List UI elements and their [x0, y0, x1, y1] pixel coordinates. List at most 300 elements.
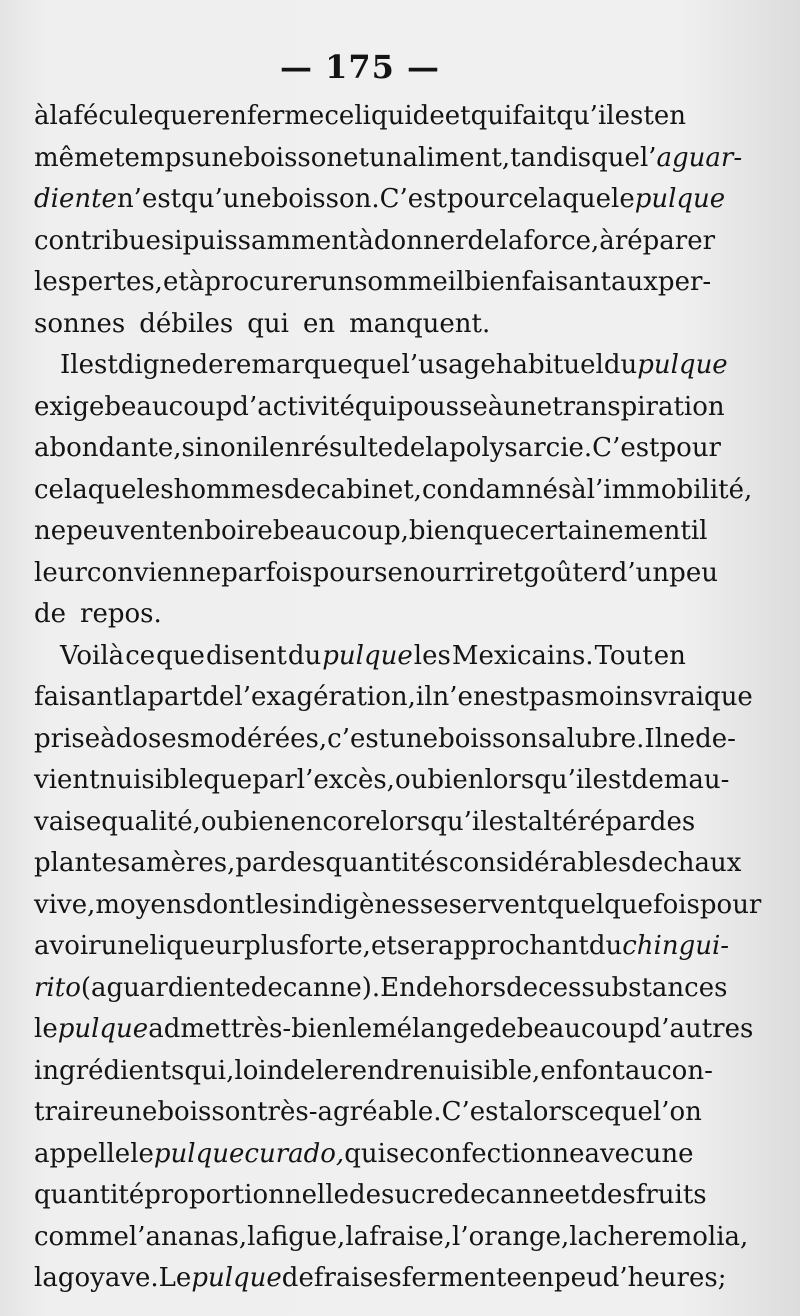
word: de: [191, 350, 224, 380]
word: les: [413, 640, 451, 671]
word: peu: [669, 557, 718, 588]
text-line: [34, 470, 753, 512]
word: du: [588, 931, 623, 961]
word: pour: [699, 889, 762, 920]
word: pertes,: [71, 267, 163, 297]
text-line: [34, 387, 725, 429]
word: il: [415, 682, 433, 712]
word: à: [100, 723, 116, 754]
word: la: [499, 225, 524, 256]
word: beaucoup,: [272, 516, 409, 546]
word: confectionne: [414, 1138, 585, 1169]
word: figue,: [270, 1221, 346, 1252]
word: liquide: [354, 101, 445, 131]
word: transpiration: [552, 391, 725, 422]
word: appelle: [34, 1138, 131, 1169]
text-line: [34, 677, 753, 719]
text-line: [34, 968, 728, 1010]
word: une: [389, 723, 439, 754]
word: en: [269, 433, 302, 463]
word: plantes: [34, 848, 131, 878]
word: ingrédients: [34, 1055, 185, 1086]
word: est: [488, 806, 528, 837]
word: pulque: [637, 350, 728, 380]
word: de: [631, 765, 664, 795]
word: d’heures;: [602, 1263, 727, 1293]
word: habituel: [495, 350, 604, 380]
word: boisson.: [271, 184, 380, 214]
word: boire: [204, 516, 273, 546]
word: convienne: [86, 557, 222, 588]
word: ce: [324, 101, 355, 131]
word: donner: [373, 225, 468, 256]
word: canne).: [282, 972, 381, 1003]
word: et: [162, 267, 189, 297]
word: que: [203, 765, 253, 795]
word: un: [320, 267, 355, 297]
word: rito: [34, 972, 81, 1003]
word: vive,: [34, 889, 96, 920]
word: vrai: [653, 682, 705, 712]
word: vaise: [34, 806, 102, 837]
word: et: [497, 557, 524, 588]
word: et: [444, 101, 471, 131]
text-line: [34, 221, 716, 263]
word: cela: [34, 474, 88, 505]
word: pas: [528, 682, 575, 712]
word: canne: [485, 1180, 565, 1210]
word: quelquefois: [547, 889, 700, 920]
text-line: [34, 304, 686, 346]
text-line: [34, 428, 721, 470]
word: très-agréable.: [257, 1097, 442, 1127]
word: nourrir: [402, 557, 498, 588]
word: nuisible: [99, 765, 204, 795]
word: C’est: [441, 1097, 509, 1127]
word: par: [605, 806, 650, 837]
word: liqueur: [149, 931, 245, 961]
word: dehors: [415, 972, 507, 1003]
word: que: [591, 142, 640, 173]
word: En: [380, 972, 416, 1003]
word: le: [315, 1055, 340, 1086]
word: quantité: [34, 1180, 145, 1210]
word: et: [343, 142, 370, 173]
word: aguar-: [656, 142, 743, 173]
word: se: [419, 889, 449, 920]
word: qualité,: [101, 806, 201, 837]
text-line: [34, 262, 712, 304]
word: l’on: [652, 1097, 702, 1127]
text-line: [34, 926, 730, 968]
word: à: [487, 391, 504, 422]
word: fermente: [401, 1263, 522, 1293]
word: à: [358, 225, 374, 256]
word: qui: [247, 308, 289, 339]
word: Mexicains.: [451, 640, 594, 671]
text-line: [34, 1092, 702, 1134]
word: se: [396, 931, 426, 961]
word: pulque: [57, 1014, 149, 1044]
word: hommes: [173, 474, 285, 505]
page-number-header: — 175 —: [279, 48, 441, 86]
word: sucre: [381, 1180, 454, 1210]
word: nuisible,: [428, 1055, 541, 1086]
word: disent: [205, 640, 287, 671]
word: aux: [611, 267, 658, 297]
word: cela: [508, 184, 563, 214]
word: qui: [470, 101, 513, 131]
word: de: [393, 433, 426, 463]
word: pulque: [191, 1263, 282, 1293]
word: altéré: [527, 806, 606, 837]
word: des: [590, 1180, 636, 1210]
word: servent: [448, 889, 548, 920]
word: que: [704, 682, 753, 712]
word: avec: [584, 1138, 645, 1169]
word: de: [506, 972, 539, 1003]
word: procurer: [204, 267, 321, 297]
word: de: [467, 225, 500, 256]
word: certainement: [514, 516, 691, 546]
word: font: [572, 1055, 625, 1086]
word: l’ananas,: [128, 1221, 248, 1252]
text-line: [34, 179, 726, 221]
word: une: [100, 931, 150, 961]
text-line: [34, 885, 762, 927]
word: de: [34, 599, 67, 629]
word: C’est: [592, 433, 660, 463]
word: parfois: [221, 557, 313, 588]
text-line: [34, 594, 686, 636]
word: salubre.: [537, 723, 645, 754]
word: abondante,: [34, 433, 182, 463]
word: admet: [148, 1014, 231, 1044]
word: rapprochant: [425, 931, 589, 961]
word: encore: [290, 806, 381, 837]
word: diente: [34, 184, 117, 214]
word: moins: [574, 682, 654, 712]
word: est: [614, 101, 654, 131]
word: pour: [659, 433, 721, 463]
text-line: [34, 1051, 713, 1093]
word: con-: [657, 1055, 713, 1086]
word: plus: [244, 931, 300, 961]
word: une: [108, 1097, 158, 1127]
body-text: [34, 96, 762, 1300]
text-line: [34, 138, 743, 180]
word: modérées,: [190, 723, 328, 754]
word: il: [252, 433, 269, 463]
word: vient: [34, 765, 100, 795]
text-line: [34, 345, 728, 387]
word: comme: [34, 1221, 129, 1252]
word: que: [153, 101, 203, 131]
word: goûter: [523, 557, 611, 588]
word: est: [592, 765, 632, 795]
word: et: [564, 1180, 591, 1210]
word: manquent.: [349, 308, 491, 339]
word: cabinet,: [316, 474, 422, 505]
word: Il: [60, 350, 79, 380]
word: en: [172, 516, 205, 546]
word: à: [599, 225, 615, 256]
word: quantités: [325, 848, 449, 878]
word: sonnes: [34, 308, 126, 339]
word: remarque: [223, 350, 353, 380]
word: lorsqu’il: [484, 765, 593, 795]
word: faisant: [34, 682, 124, 712]
word: une: [503, 391, 553, 422]
text-line: [34, 1175, 707, 1217]
word: qui: [344, 1138, 386, 1169]
word: Tout: [594, 640, 653, 671]
word: le: [130, 1138, 154, 1169]
word: d’autres: [644, 1014, 754, 1044]
word: puissamment: [182, 225, 359, 256]
word: dont: [195, 889, 256, 920]
word: des: [279, 848, 326, 878]
word: temps: [114, 142, 195, 173]
word: chaux: [663, 848, 742, 878]
word: bien: [427, 765, 485, 795]
word: pulque: [153, 1138, 245, 1169]
word: lorsqu’il: [380, 806, 489, 837]
word: Le: [158, 1263, 192, 1293]
word: (aguardiente: [80, 972, 251, 1003]
word: la: [247, 1221, 271, 1252]
word: leur: [34, 557, 87, 588]
word: polysarcie.: [449, 433, 593, 463]
word: il: [690, 516, 708, 546]
word: considérables: [448, 848, 632, 878]
word: per-: [657, 267, 712, 297]
word: boisson: [243, 142, 344, 173]
word: repos.: [80, 599, 162, 629]
word: amères,: [130, 848, 236, 878]
word: bien: [408, 516, 467, 546]
word: résulte: [301, 433, 394, 463]
word: Voilà: [60, 640, 125, 671]
word: pulque: [322, 640, 413, 671]
word: une: [644, 1138, 694, 1169]
word: alors: [508, 1097, 575, 1127]
word: en: [653, 640, 686, 671]
word: au: [624, 1055, 658, 1086]
word: mau-: [663, 765, 730, 795]
word: fécule: [73, 101, 154, 131]
word: fraises: [313, 1263, 402, 1293]
word: de: [283, 1055, 316, 1086]
word: ces: [538, 972, 582, 1003]
word: ne: [34, 516, 67, 546]
word: à: [188, 267, 205, 297]
word: et: [370, 931, 397, 961]
word: par: [252, 765, 297, 795]
word: est: [489, 682, 529, 712]
word: la: [425, 433, 450, 463]
word: c’est: [327, 723, 390, 754]
word: pousse: [396, 391, 488, 422]
word: l’excès,: [296, 765, 395, 795]
word: se: [385, 1138, 415, 1169]
word: boisson: [438, 723, 538, 754]
word: ou: [394, 765, 428, 795]
word: mélange: [372, 1014, 485, 1044]
word: la: [345, 1221, 370, 1252]
word: substances: [581, 972, 728, 1003]
word: débiles: [139, 308, 234, 339]
word: l’usage: [401, 350, 496, 380]
word: qui,: [184, 1055, 235, 1086]
word: le: [611, 184, 635, 214]
word: que: [352, 350, 402, 380]
word: n’est: [116, 184, 182, 214]
word: de: [281, 1263, 314, 1293]
word: peu: [553, 1263, 603, 1293]
word: proportionnelle: [144, 1180, 349, 1210]
word: de: [484, 1014, 517, 1044]
word: ou: [200, 806, 234, 837]
word: qu’il: [556, 101, 615, 131]
word: les: [34, 267, 72, 297]
word: des: [649, 806, 696, 837]
text-line: [34, 843, 742, 885]
word: beaucoup: [516, 1014, 645, 1044]
text-line: [34, 1009, 754, 1051]
word: le: [34, 1014, 58, 1044]
word: exige: [34, 391, 105, 422]
word: rendre: [339, 1055, 429, 1086]
word: du: [287, 640, 322, 671]
word: bienfaisant: [464, 267, 611, 297]
word: l’: [639, 142, 657, 173]
word: pulque: [634, 184, 726, 214]
word: n’en: [432, 682, 490, 712]
word: qui: [354, 391, 397, 422]
word: en: [521, 1263, 554, 1293]
word: à: [571, 474, 587, 505]
word: ne: [663, 723, 696, 754]
word: loin: [234, 1055, 284, 1086]
word: la: [123, 682, 148, 712]
text-line: [34, 719, 736, 761]
word: tandis: [510, 142, 592, 173]
word: d’un: [610, 557, 670, 588]
word: goyave.: [57, 1263, 159, 1293]
word: l’exagération,: [234, 682, 416, 712]
word: de: [453, 1180, 486, 1210]
word: la: [34, 1263, 58, 1293]
word: l’orange,: [452, 1221, 570, 1252]
word: indigènes: [292, 889, 420, 920]
word: de: [349, 1180, 382, 1210]
word: condamnés: [421, 474, 572, 505]
word: que: [156, 640, 205, 671]
word: avoir: [34, 931, 101, 961]
text-line: [34, 511, 708, 553]
word: à: [34, 101, 50, 131]
word: fraise,: [369, 1221, 453, 1252]
word: se: [374, 557, 403, 588]
word: beaucoup: [104, 391, 233, 422]
text-line: [34, 553, 718, 595]
text-line: [34, 1134, 694, 1176]
word: curado,: [244, 1138, 345, 1169]
word: le: [348, 1014, 373, 1044]
word: Il: [644, 723, 664, 754]
word: pour: [446, 184, 509, 214]
word: de: [631, 848, 664, 878]
word: boisson: [157, 1097, 258, 1127]
word: pour: [312, 557, 375, 588]
word: de: [250, 972, 283, 1003]
word: ce: [574, 1097, 605, 1127]
word: part: [147, 682, 203, 712]
word: les: [136, 474, 174, 505]
word: que: [604, 1097, 653, 1127]
word: la: [569, 1221, 594, 1252]
word: contribue: [34, 225, 161, 256]
word: si: [160, 225, 183, 256]
word: aliment,: [402, 142, 511, 173]
word: par: [235, 848, 280, 878]
word: ce: [125, 640, 156, 671]
word-group: [640, 138, 742, 180]
word: fruits: [635, 1180, 707, 1210]
word: de: [202, 682, 235, 712]
text-line: [34, 1258, 727, 1300]
word: en: [302, 308, 336, 339]
word: de-: [695, 723, 736, 754]
word: l’immobilité,: [586, 474, 753, 505]
word: C’est: [379, 184, 447, 214]
word: la: [49, 101, 74, 131]
word: de: [284, 474, 317, 505]
word: même: [34, 142, 115, 173]
word: en: [653, 101, 686, 131]
word: que: [466, 516, 515, 546]
word: chingui-: [622, 931, 730, 961]
word: cheremolia,: [593, 1221, 749, 1252]
word: prise: [34, 723, 101, 754]
text-line: [34, 760, 730, 802]
word: force,: [523, 225, 600, 256]
text-line: [34, 1217, 749, 1259]
word: que: [562, 184, 611, 214]
word: renferme: [202, 101, 325, 131]
word: moyens: [95, 889, 196, 920]
word: réparer: [614, 225, 716, 256]
word: qu’une: [181, 184, 272, 214]
word: très-bien: [230, 1014, 349, 1044]
word: doses: [115, 723, 191, 754]
word: que: [87, 474, 137, 505]
word: fait: [512, 101, 557, 131]
word: traire: [34, 1097, 109, 1127]
word: un: [369, 142, 403, 173]
word: en: [540, 1055, 573, 1086]
word: une: [194, 142, 244, 173]
word: est: [78, 350, 118, 380]
text-line: [34, 636, 686, 678]
word: du: [603, 350, 638, 380]
text-line: [34, 96, 686, 138]
word: forte,: [299, 931, 371, 961]
word: bien: [233, 806, 291, 837]
word: les: [255, 889, 293, 920]
text-line: [34, 802, 696, 844]
